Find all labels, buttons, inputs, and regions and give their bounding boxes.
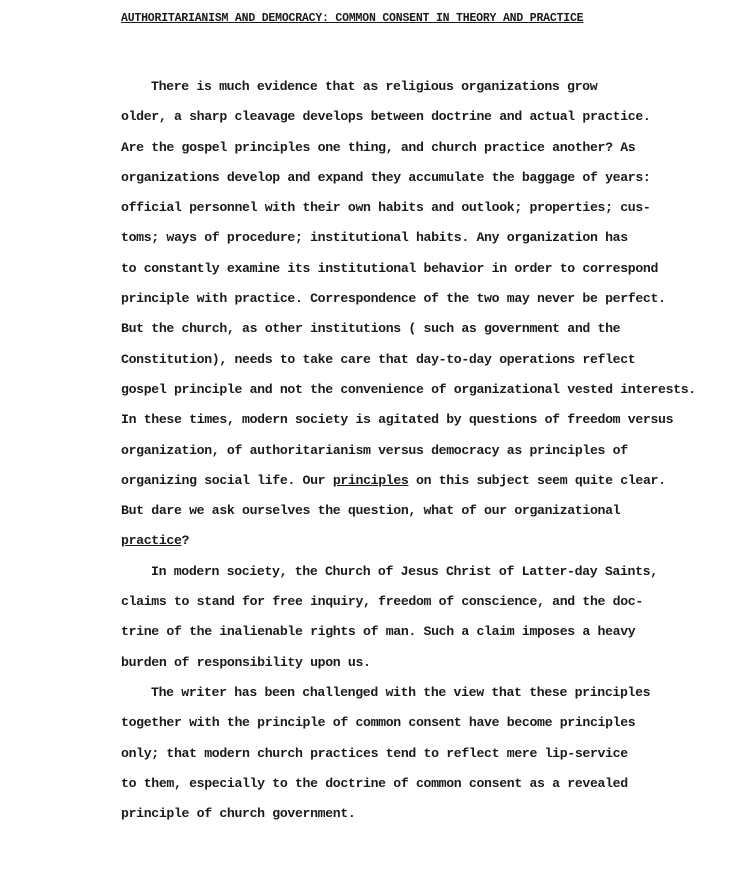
document-title: AUTHORITARIANISM AND DEMOCRACY: COMMON CONSENT IN THEORY AND PRACTICE [121,12,584,25]
text-line: trine of the inalienable rights of man. Such a claim imposes a heavy [121,624,636,640]
text-line: burden of responsibility upon us. [121,654,371,670]
text-line: only; that modern church practices tend to reflect mere lip-service [121,745,628,761]
text-segment: organizing social life. Our [121,472,326,488]
text-line: In these times, modern society is agitated by questions of freedom versus [121,412,674,428]
text-line: official personnel with their own habits and outlook; properties; cus- [121,200,651,216]
document-body [121,72,721,829]
text-line: claims to stand for free inquiry, freedom of conscience, and the doc- [121,594,643,610]
text-line: together with the principle of common consent have become principles [121,715,636,731]
text-line: to constantly examine its institutional behavior in order to correspond [121,260,659,276]
text-line: principle with practice. Correspondence of the two may never be perfect. [121,291,666,307]
text-line [121,526,721,556]
text-line: older, a sharp cleavage develops between doctrine and actual practice. [121,109,651,125]
text-line: Are the gospel principles one thing, and church practice another? As [121,139,636,155]
text-line: organizations develop and expand they accumulate the baggage of years: [121,169,651,185]
text-line: toms; ways of procedure; institutional habits. Any organization has [121,230,628,246]
text-line: In modern society, the Church of Jesus Christ of Latter-day Saints, [151,563,658,579]
text-line: organization, of authoritarianism versus democracy as principles of [121,442,628,458]
text-line: gospel principle and not the convenience of organizational vested interests. [121,381,696,397]
text-line: The writer has been challenged with the view that these principles [151,684,651,700]
text-segment: ? [181,533,190,549]
text-line: Constitution), needs to take care that day-to-day operations reflect [121,351,636,367]
text-line: But the church, as other institutions ( such as government and the [121,321,621,337]
text-line: principle of church government. [121,806,356,822]
underlined-word: practice [121,533,182,549]
underlined-word: principles [332,472,409,488]
text-line: There is much evidence that as religious organizations grow [151,79,598,94]
text-line [121,466,721,496]
text-line: But dare we ask ourselves the question, what of our organizational [121,503,621,519]
text-line: to them, especially to the doctrine of common consent as a revealed [121,775,628,791]
text-segment: on this subject seem quite clear. [416,472,666,488]
